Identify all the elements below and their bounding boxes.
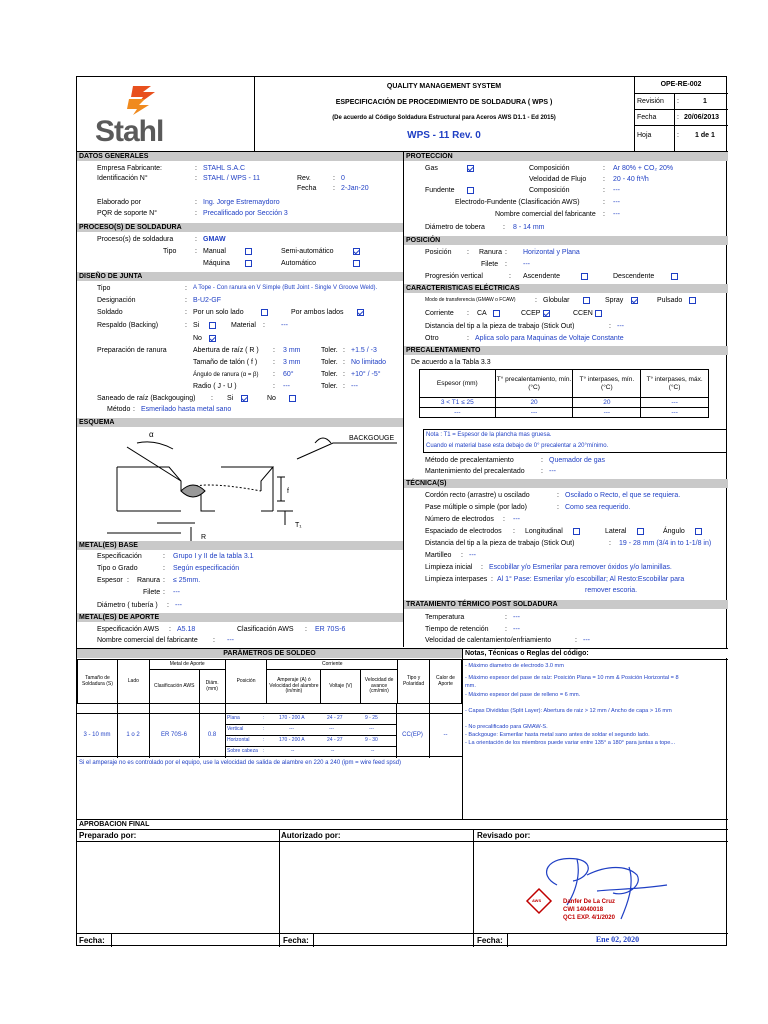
- spray-checkbox[interactable]: [631, 297, 638, 304]
- row-over-amp: --: [291, 748, 295, 754]
- row-flat-colon: :: [263, 715, 265, 721]
- id-value: STAHL / WPS - 11: [203, 175, 261, 182]
- param-diam: 0.8: [207, 732, 217, 738]
- position-groove-value: Horizontal y Plana: [523, 249, 580, 256]
- long-label: Longitudinal: [525, 528, 563, 535]
- note-3: mm.: [465, 683, 476, 690]
- joint-type-label: Tipo: [97, 285, 111, 292]
- thick-fillet-value: ---: [173, 589, 180, 596]
- prep-date-label: Fecha:: [79, 936, 105, 945]
- ph-h-thick: Espesor (mm): [420, 370, 496, 398]
- auto-label: Automático: [281, 260, 317, 267]
- note-1: - Máximo diametro de electrodo 3.0 mm: [465, 663, 564, 669]
- radius-toler: ---: [351, 383, 358, 390]
- root-face-toler: No limitado: [351, 359, 387, 366]
- flux-composition-value: ---: [613, 187, 620, 194]
- welded-label: Soldado: [97, 309, 123, 316]
- row-vert-volt: ---: [329, 726, 334, 732]
- page-value: 1 de 1: [695, 132, 715, 139]
- elec-stickout-value: ---: [617, 323, 624, 330]
- bead-value: Oscilado o Recto, el que se requiera.: [565, 492, 681, 499]
- bead-label: Cordón recto (arrastre) u oscilado: [425, 492, 530, 499]
- code-reference: (De acuerdo al Código Soldadura Estructural para Aceros AWS D1.1 - Ed 2015): [332, 115, 556, 121]
- row-flat-pos: Plana: [227, 715, 240, 721]
- backgouge-no-label: No: [267, 395, 276, 402]
- general-section-header: DATOS GENERALES: [77, 152, 403, 161]
- groove-angle-toler: +10° / -5°: [351, 371, 381, 378]
- preheat-table: [419, 369, 709, 418]
- machine-label: Máquina: [203, 260, 230, 267]
- preheat-note-1: Nota : T1 = Espesor de la plancha mas gruesa.: [426, 432, 552, 438]
- reviewed-by-label: Revisado por:: [477, 831, 531, 840]
- r-label: R: [201, 534, 207, 541]
- composition-label: Composición: [529, 165, 570, 172]
- down-label: Descendente: [613, 273, 655, 280]
- param-polarity: CC(EP): [402, 732, 423, 738]
- doc-code: OPE-RE-002: [660, 81, 702, 88]
- date-label: Fecha: [637, 114, 657, 121]
- ph-current: Corriente: [267, 660, 398, 670]
- filler-trade-label: Nombre comercial del fabricante: [97, 637, 198, 644]
- position-header: POSICIÓN: [404, 236, 728, 245]
- prepared-by-label: Preparado por:: [79, 831, 137, 840]
- authorized-by-label: Autorizado por:: [281, 831, 341, 840]
- radius-label: Radio ( J - U ): [193, 383, 237, 390]
- preheat-method-label: Método de precalentamiento: [425, 457, 514, 464]
- process-label: Proceso(s) de soldadura: [97, 236, 174, 243]
- row-flat-speed: 9 - 25: [365, 715, 378, 721]
- designation-value: B-U2-GF: [193, 297, 221, 304]
- prepared-label: Elaborado por: [97, 199, 141, 206]
- note-8: - No precalificado para GMAW-S.: [465, 724, 548, 731]
- elec-stickout-label: Distancia del tip a la pieza de trabajo (Stick Out): [425, 323, 575, 330]
- down-checkbox[interactable]: [671, 273, 678, 280]
- ph-r1-c4: ---: [641, 398, 709, 408]
- note-6: - Capas Divididas (Split Layer): Abertura de raiz > 12 mm / Ancho de capa > 16 mm: [465, 707, 672, 714]
- radius-value: ---: [283, 383, 290, 390]
- root-opening-toler: +1.5 / -3: [351, 347, 377, 354]
- gen-date-label: Fecha: [297, 185, 317, 192]
- ph-diam: Diám. (mm): [199, 670, 225, 704]
- t1-label: T₁: [295, 522, 302, 529]
- param-side: 1 o 2: [126, 732, 140, 738]
- note-5: [465, 699, 727, 707]
- ph-pos: Posición: [225, 660, 267, 704]
- params-header: PARÁMETROS DE SOLDEO: [77, 649, 462, 658]
- row-horiz-speed: 9 - 30: [365, 737, 378, 743]
- position-fillet-value: ---: [523, 261, 530, 268]
- backing-yes-checkbox[interactable]: [209, 322, 216, 329]
- electrodes-label: Número de electrodos: [425, 516, 494, 523]
- revision-label: Revisión: [637, 98, 664, 105]
- rev-label: Rev.: [297, 175, 311, 182]
- ccep-checkbox[interactable]: [543, 310, 550, 317]
- material-label: Material: [231, 322, 256, 329]
- globular-checkbox[interactable]: [583, 297, 590, 304]
- spec-title: ESPECIFICACIÓN DE PROCEDIMIENTO DE SOLDADURA ( WPS ): [335, 99, 553, 106]
- semi-checkbox[interactable]: [353, 248, 360, 255]
- process-value: GMAW: [203, 236, 226, 243]
- pulsed-checkbox[interactable]: [689, 297, 696, 304]
- diameter-value: ---: [175, 602, 182, 609]
- peening-label: Martilleo: [425, 552, 452, 559]
- ph-r2-c1: ---: [420, 408, 496, 418]
- one-side-label: Por un solo lado: [193, 309, 244, 316]
- wps-document: Stahl QUALITY MANAGEMENT SYSTEM ESPECIFICACIÓN DE PROCEDIMIENTO DE SOLDADURA ( WPS ) (De acuerdo al Código Soldadura Estructural para Aceros AWS D1.1 - Ed 2015) WPS - 11 Rev. 0 OPE-RE-002 Revisión : 1 Fecha : 20/06/2013 Hoja : 1 de 1 DATOS GENERALES Empresa Fabricante: : STAHL S.A.C Identificación N° : STAHL / WPS - 11 Rev. : 0 Fecha : 2-Jan-20 Elaborado por : Ing. Jorge Estremaydoro PQR de soporte N° : Precalificado por Sección 3 PROCESO(S) DE SOLDADURA Proceso(s) de soldadura : GMAW Tipo : Manual Semi-automático Máquina Automático DISEÑO DE JUNTA Tipo : A Tope - Con ranura en V Simple (Butt Joint - Single V Groove Weld). Designación : B-U2-GF Soldado : Por un solo lado Por ambos lados Respaldo (Backing) : Si Material : --- No Preparación de ranura Abertura de raíz ( R ) : 3 mm Toler. : +1.5 / -3 Tamaño de talón ( f ) : 3 mm Toler. : No limitado Ángulo de ranura (α = β) : 60° Toler. : +10° / -5° Radio ( J - U ) : --- Toler. : --- Saneado de raíz (Backgouging) : Si No Método : Esmerilado hasta metal sano ESQUEMA α f T₁ R BACKGOUGE METAL(ES) BASE Especificación : Grupo I y II de la tabla 3.1 Tipo o Grado : Según especificación Espesor : Ranura : ≤ 25mm. Filete : --- Diámetro ( tubería ) : --- METAL(ES) DE APORTE Especificación AWS : A5.18 Clasificación AWS : ER 70S-6 Nombre comercial del fabricante : --- PROTECCIÓN Gas Composición : Ar 80% + CO₂ 20% Velocidad de Flujo : 20 - 40 ft³/h Fundente Composición : --- Electrodo-Fundente (Clasificación AWS) : --- Nombre comercial del fabricante : --- Diámetro de tobera : 8 - 14 mm POSICIÓN Posición : Ranura : Horizontal y Plana Filete : --- Progresión vertical : Ascendente Descendente CARACTERISTICAS ELÉCTRICAS Modo de transferencia (GMAW o FCAW) : Globular Spray Pulsado Corriente : CA CCEP CCEN Distancia del tip a la pieza de trabajo (Stick Out) : --- Otro : Aplica solo para Maquinas de Voltaje Constante PRECALENTAMIENTO De acuerdo a la Tabla 3.3 Espesor (mm) T° precalentamiento, mín. (°C) T° interpases, mín. (°C) T° interpases, máx. (°C) 3 < T1 ≤ 25 20 20 --- --- --- --- --- Nota : T1 = Espesor de la plancha mas gruesa. Cuando el material base esta debajo de 0° precalentar a 20°mínimo. Método de precalentamiento : Quemador de gas Mantenimiento del precalentado : --- TÉCNICA(S) Cordón recto (arrastre) u oscilado : Oscilado o Recto, el que se requiera. Pase múltiple o simple (por lado) : Como sea requerido. Número de electrodos : --- Espaciado de electrodos : Longitudinal Lateral Ángulo Distancia del tip a la pieza de trabajo (Stick Out) : 19 - 28 mm (3/4 in to 1-1/8 in) Martilleo : --- Limpieza inicial : Escobillar y/o Esmerilar para remover óxidos y/o laminillas. Limpieza interpases : Al 1° Pase: Esmerilar y/o escobillar; Al Resto:Escobillar para remover escoria. TRATAMIENTO TÉRMICO POST SOLDADURA Temperatura : --- Tiempo de retención : --- Velocidad de calentamiento/enfriamiento : --- PARÁMETROS DE SOLDEO Tamaño de Soldadura (S) Lado Metal de Aporte Posición Corriente Tipo y Polaridad Calor de Aporte Clasificación AWS Diám. (mm) Amperaje (A) ó Velocidad del alambre (in/min) Voltaje (V) Velocidad de avance (cm/min) 3 - 10 mm 1 o 2 ER 70S-6 0.8 CC(EP) -- Plana : 170 - 200 A 24 - 27 9 - 25 Vertical : --- --- --- Horizontal : 170 - 200 A 24 - 27 9 - 30 Sobre cabeza : -- -- -- Si el amperaje no es controlado por el equipo, use la velocidad de salida de alambre en 220 a 240 (ipm = wire feed spsd) Notas, Técnicas o Reglas del código: - Máximo diametro de electrodo 3.0 mm - Máximo espesor del pase de raíz: Posición Plana = 10 mm & Posición Horizontal = 8 mm. - Máximo espesor del pase de relleno = 6 mm. - Capas Divididas (Split Layer): Abertura de raiz > 12 mm / Ancho de capa > 16 mm - No precalificado para GMAW-S. - Backgouge: Esmerilar hasta metal sano antes de soldar el segundo lado. - La orientación de los miembros puede variar entre 135° a 180° para juntas a tope... APROBACION FINAL Preparado por: Autorizado por: Revisado por: AWS Danfer De La Cruz CWI 14040018 QC1 EXP. 4/1/2020 Fecha: Fecha: Fecha: Ene 02, 2020: [76, 76, 727, 946]
- method-label: Método: [107, 406, 131, 413]
- position-fillet-label: Filete: [481, 261, 499, 268]
- backing-no-label: No: [193, 335, 202, 342]
- initial-clean-label: Limpieza inicial: [425, 564, 473, 571]
- pwht-time-value: ---: [513, 626, 520, 633]
- ph-size: Tamaño de Soldadura (S): [78, 660, 118, 704]
- joint-sketch: [97, 429, 395, 541]
- pass-value: Como sea requerido.: [565, 504, 631, 511]
- protection-trade-label: Nombre comercial del fabricante: [495, 211, 596, 218]
- long-checkbox[interactable]: [573, 528, 580, 535]
- company-value: STAHL S.A.C: [203, 165, 246, 172]
- backgouge-yes-checkbox[interactable]: [241, 395, 248, 402]
- ph-r1-c2: 20: [495, 398, 573, 408]
- designation-label: Designación: [97, 297, 136, 304]
- base-spec-value: Grupo I y II de la tabla 3.1: [173, 553, 254, 560]
- grade-label: Tipo o Grado: [97, 565, 138, 572]
- param-class: ER 70S-6: [160, 732, 187, 738]
- both-sides-label: Por ambos lados: [291, 309, 344, 316]
- auth-date-label: Fecha:: [283, 936, 309, 945]
- id-label: Identificación N°: [97, 175, 148, 182]
- machine-checkbox[interactable]: [245, 260, 252, 267]
- wps-number: WPS - 11 Rev. 0: [407, 130, 481, 141]
- param-row-horizontal: [225, 736, 396, 747]
- electrical-header: CARACTERISTICAS ELÉCTRICAS: [404, 284, 728, 293]
- ph-volt: Voltaje (V): [321, 670, 361, 704]
- thick-fillet-label: Filete: [143, 589, 161, 596]
- page-label: Hoja: [637, 132, 652, 139]
- electrodes-value: ---: [513, 516, 520, 523]
- root-opening-value: 3 mm: [283, 347, 301, 354]
- row-over-pos: Sobre cabeza: [227, 748, 258, 754]
- joint-section-header: DISEÑO DE JUNTA: [77, 272, 403, 281]
- material-value: ---: [281, 322, 288, 329]
- grade-value: Según especificación: [173, 565, 240, 572]
- ccep-label: CCEP: [521, 310, 541, 317]
- stamp-name: Danfer De La Cruz: [563, 899, 616, 905]
- tech-stickout-label: Distancia del tip a la pieza de trabajo (Stick Out): [425, 540, 575, 547]
- pwht-time-label: Tiempo de retención: [425, 626, 489, 633]
- pqr-label: PQR de soporte N°: [97, 210, 157, 217]
- preheat-method-value: Quemador de gas: [549, 457, 606, 464]
- type-label: Tipo: [163, 248, 177, 255]
- auto-checkbox[interactable]: [353, 260, 360, 267]
- prep-label: Preparación de ranura: [97, 347, 167, 354]
- manual-label: Manual: [203, 248, 226, 255]
- note-10: - La orientación de los miembros puede variar entre 135° a 180° para juntas a tope...: [465, 740, 676, 747]
- pwht-header: TRATAMIENTO TÉRMICO POST SOLDADURA: [404, 600, 728, 609]
- pulsed-label: Pulsado: [657, 297, 683, 304]
- note-2: - Máximo espesor del pase de raíz: Posición Plana = 10 mm & Posición Horizontal = 8: [465, 675, 679, 682]
- gen-date-value: 2-Jan-20: [341, 185, 369, 192]
- current-label: Corriente: [425, 310, 454, 317]
- row-vert-amp: ---: [289, 726, 294, 732]
- position-groove-label: Ranura: [479, 249, 502, 256]
- groove-angle-value: 60°: [283, 371, 294, 378]
- protection-trade-value: ---: [613, 211, 620, 218]
- initial-clean-value: Escobillar y/o Esmerilar para remover óxidos y/o laminillas.: [489, 564, 672, 571]
- composition-value: Ar 80% + CO₂ 20%: [613, 165, 674, 172]
- one-side-checkbox[interactable]: [261, 309, 268, 316]
- backing-yes-label: Si: [193, 322, 200, 329]
- ph-type: Tipo y Polaridad: [398, 660, 430, 704]
- param-size: 3 - 10 mm: [83, 732, 111, 738]
- ang-label: Ángulo: [663, 528, 685, 535]
- ph-h-max: T° interpases, máx. (°C): [641, 370, 709, 398]
- base-metal-header: METAL(ES) BASE: [77, 541, 403, 550]
- preheat-header: PRECALENTAMIENTO: [404, 346, 728, 355]
- up-checkbox[interactable]: [581, 273, 588, 280]
- spacing-label: Espaciado de electrodos: [425, 528, 502, 535]
- filler-spec-value: A5.18: [177, 626, 196, 633]
- thickness-label: Espesor: [97, 577, 123, 584]
- inter-clean-value-2: remover escoria.: [585, 587, 638, 594]
- preheat-keep-value: ---: [549, 468, 556, 475]
- ca-label: CA: [477, 310, 487, 317]
- date-value: 20/06/2013: [684, 114, 720, 121]
- f-label: f: [287, 488, 289, 495]
- stamp-exp: QC1 EXP. 4/1/2020: [563, 915, 615, 921]
- reviewer-stamp: [517, 845, 677, 933]
- notes-header: Notas, Técnicas o Reglas del código:: [463, 649, 728, 658]
- notes-list: [465, 662, 727, 748]
- approval-title: APROBACION FINAL: [79, 821, 150, 828]
- rev-value: 0: [341, 175, 345, 182]
- sketch-section-header: ESQUEMA: [77, 418, 403, 427]
- ph-side: Lado: [117, 660, 149, 704]
- company-label: Empresa Fabricante:: [97, 165, 162, 172]
- ph-class: Clasificación AWS: [149, 670, 199, 704]
- root-face-value: 3 mm: [283, 359, 301, 366]
- ang-checkbox[interactable]: [695, 528, 702, 535]
- toler-label-3: Toler.: [321, 371, 338, 378]
- row-horiz-volt: 24 - 27: [327, 737, 343, 743]
- root-opening-label: Abertura de raíz ( R ): [193, 347, 259, 354]
- lat-checkbox[interactable]: [637, 528, 644, 535]
- lat-label: Lateral: [605, 528, 627, 535]
- thick-groove-label: Ranura: [137, 577, 160, 584]
- row-flat-volt: 24 - 27: [327, 715, 343, 721]
- row-over-speed: --: [371, 748, 375, 754]
- ph-r1-c1: 3 < T1 ≤ 25: [420, 398, 496, 408]
- alpha-label: α: [149, 430, 154, 439]
- ccen-label: CCEN: [573, 310, 593, 317]
- flow-label: Velocidad de Flujo: [529, 176, 587, 183]
- param-row-vertical: [225, 725, 396, 736]
- ph-speed: Velocidad de avance (cm/min): [361, 670, 398, 704]
- filler-class-label: Clasificación AWS: [237, 626, 294, 633]
- preheat-note-box: [423, 429, 727, 453]
- note-9: - Backgouge: Esmerilar hasta metal sano antes de soldar el segundo lado.: [465, 732, 650, 739]
- method-value: Esmerilado hasta metal sano: [141, 406, 232, 413]
- both-sides-checkbox[interactable]: [357, 309, 364, 316]
- flux-checkbox[interactable]: [467, 187, 474, 194]
- row-over-volt: --: [331, 748, 335, 754]
- pass-label: Pase múltiple o simple (por lado): [425, 504, 527, 511]
- up-label: Ascendente: [523, 273, 560, 280]
- spray-label: Spray: [605, 297, 624, 304]
- other-value: Aplica solo para Maquinas de Voltaje Constante: [475, 335, 624, 342]
- process-section-header: PROCESO(S) DE SOLDADURA: [77, 223, 403, 232]
- base-spec-label: Especificación: [97, 553, 142, 560]
- toler-label-1: Toler.: [321, 347, 338, 354]
- gas-label: Gas: [425, 165, 438, 172]
- row-vert-speed: ---: [369, 726, 374, 732]
- row-flat-amp: 170 - 200 A: [279, 715, 305, 721]
- preheat-keep-label: Mantenimiento del precalentado: [425, 468, 525, 475]
- pwht-temp-label: Temperatura: [425, 614, 465, 621]
- preheat-note-2: Cuando el material base esta debajo de 0° precalentar a 20°mínimo.: [426, 443, 609, 449]
- tech-stickout-value: 19 - 28 mm (3/4 in to 1-1/8 in): [619, 540, 712, 547]
- filler-class-value: ER 70S-6: [315, 626, 346, 633]
- params-table: [77, 659, 462, 714]
- param-row-overhead: [225, 747, 396, 758]
- nozzle-value: 8 - 14 mm: [513, 224, 545, 231]
- pwht-rate-value: ---: [583, 637, 590, 644]
- ph-r2-c4: ---: [641, 408, 709, 418]
- progression-label: Progresión vertical: [425, 273, 483, 280]
- backgouge-label: BACKGOUGE: [349, 435, 395, 442]
- ph-r2-c2: ---: [495, 408, 573, 418]
- stamp-cwi: CWI 14040018: [563, 907, 604, 913]
- filler-trade-value: ---: [227, 637, 234, 644]
- row-horiz-colon: :: [263, 737, 265, 743]
- ph-r2-c3: ---: [573, 408, 641, 418]
- electrode-flux-label: Electrodo-Fundente (Clasificación AWS): [455, 199, 580, 206]
- toler-label-4: Toler.: [321, 383, 338, 390]
- transfer-label: Modo de transferencia (GMAW o FCAW): [425, 297, 516, 303]
- diameter-label: Diámetro ( tubería ): [97, 602, 158, 609]
- ph-filler: Metal de Aporte: [149, 660, 225, 670]
- row-vert-pos: Vertical: [227, 726, 244, 732]
- ph-amp: Amperaje (A) ó Velocidad del alambre (in/min): [267, 670, 321, 704]
- toler-label-2: Toler.: [321, 359, 338, 366]
- inter-clean-value-1: Al 1° Pase: Esmerilar y/o escobillar; Al Resto:Escobillar para: [497, 576, 685, 583]
- protection-header: PROTECCIÓN: [404, 152, 728, 161]
- filler-spec-label: Especificación AWS: [97, 626, 159, 633]
- joint-type-value: A Tope - Con ranura en V Simple (Butt Joint - Single V Groove Weld).: [193, 285, 378, 291]
- nozzle-label: Diámetro de tobera: [425, 224, 485, 231]
- backgouge-yes-label: Si: [227, 395, 234, 402]
- prepared-value: Ing. Jorge Estremaydoro: [203, 199, 280, 206]
- backing-label: Respaldo (Backing): [97, 322, 159, 329]
- flux-composition-label: Composición: [529, 187, 570, 194]
- electrode-flux-value: ---: [613, 199, 620, 206]
- params-data-block: [77, 713, 462, 757]
- logo-text: Stahl: [95, 115, 164, 148]
- rev-date-value: Ene 02, 2020: [595, 935, 640, 944]
- ph-h-min: T° interpases, mín. (°C): [573, 370, 641, 398]
- pwht-rate-label: Velocidad de calentamiento/enfriamiento: [425, 637, 552, 644]
- pwht-temp-value: ---: [513, 614, 520, 621]
- param-row-flat: [225, 714, 396, 725]
- other-label: Otro: [425, 335, 439, 342]
- manual-checkbox[interactable]: [245, 248, 252, 255]
- stamp-aws: AWS: [532, 898, 542, 903]
- company-logo: [89, 81, 189, 149]
- preheat-table-ref: De acuerdo a la Tabla 3.3: [411, 359, 491, 366]
- system-title: QUALITY MANAGEMENT SYSTEM: [386, 83, 502, 90]
- ph-r1-c3: 20: [573, 398, 641, 408]
- gas-checkbox[interactable]: [467, 165, 474, 172]
- row-horiz-amp: 170 - 200 A: [279, 737, 305, 743]
- filler-header: METAL(ES) DE APORTE: [77, 613, 403, 622]
- backing-no-checkbox[interactable]: [209, 335, 216, 342]
- inter-clean-label: Limpieza interpases: [425, 576, 488, 583]
- revision-value: 1: [703, 98, 707, 105]
- backgouge-no-checkbox[interactable]: [289, 395, 296, 402]
- ccen-checkbox[interactable]: [595, 310, 602, 317]
- ph-h-pre: T° precalentamiento, mín. (°C): [495, 370, 573, 398]
- flux-label: Fundente: [425, 187, 455, 194]
- technique-header: TÉCNICA(S): [404, 479, 728, 488]
- position-label: Posición: [425, 249, 452, 256]
- row-horiz-pos: Horizontal: [227, 737, 250, 743]
- thick-groove-value: ≤ 25mm.: [173, 577, 201, 584]
- ca-checkbox[interactable]: [493, 310, 500, 317]
- rev-date-label: Fecha:: [477, 936, 503, 945]
- param-heat: --: [443, 732, 448, 738]
- peening-value: ---: [469, 552, 476, 559]
- groove-angle-label: Ángulo de ranura (α = β): [193, 372, 259, 378]
- params-footnote: Si el amperaje no es controlado por el equipo, use la velocidad de salida de alambre en 220 a 240 (ipm = wire feed spsd): [79, 760, 402, 766]
- row-vert-colon: :: [263, 726, 265, 732]
- globular-label: Globular: [543, 297, 570, 304]
- backgouge-label: Saneado de raíz (Backgouging): [97, 395, 196, 402]
- ph-heat: Calor de Aporte: [430, 660, 462, 704]
- flow-value: 20 - 40 ft³/h: [613, 176, 649, 183]
- semi-label: Semi-automático: [281, 248, 334, 255]
- pqr-value: Precalificado por Sección 3: [203, 210, 288, 217]
- root-face-label: Tamaño de talón ( f ): [193, 359, 258, 366]
- note-4: - Máximo espesor del pase de relleno = 6 mm.: [465, 691, 581, 698]
- row-over-colon: :: [263, 748, 265, 754]
- note-7: [465, 715, 727, 723]
